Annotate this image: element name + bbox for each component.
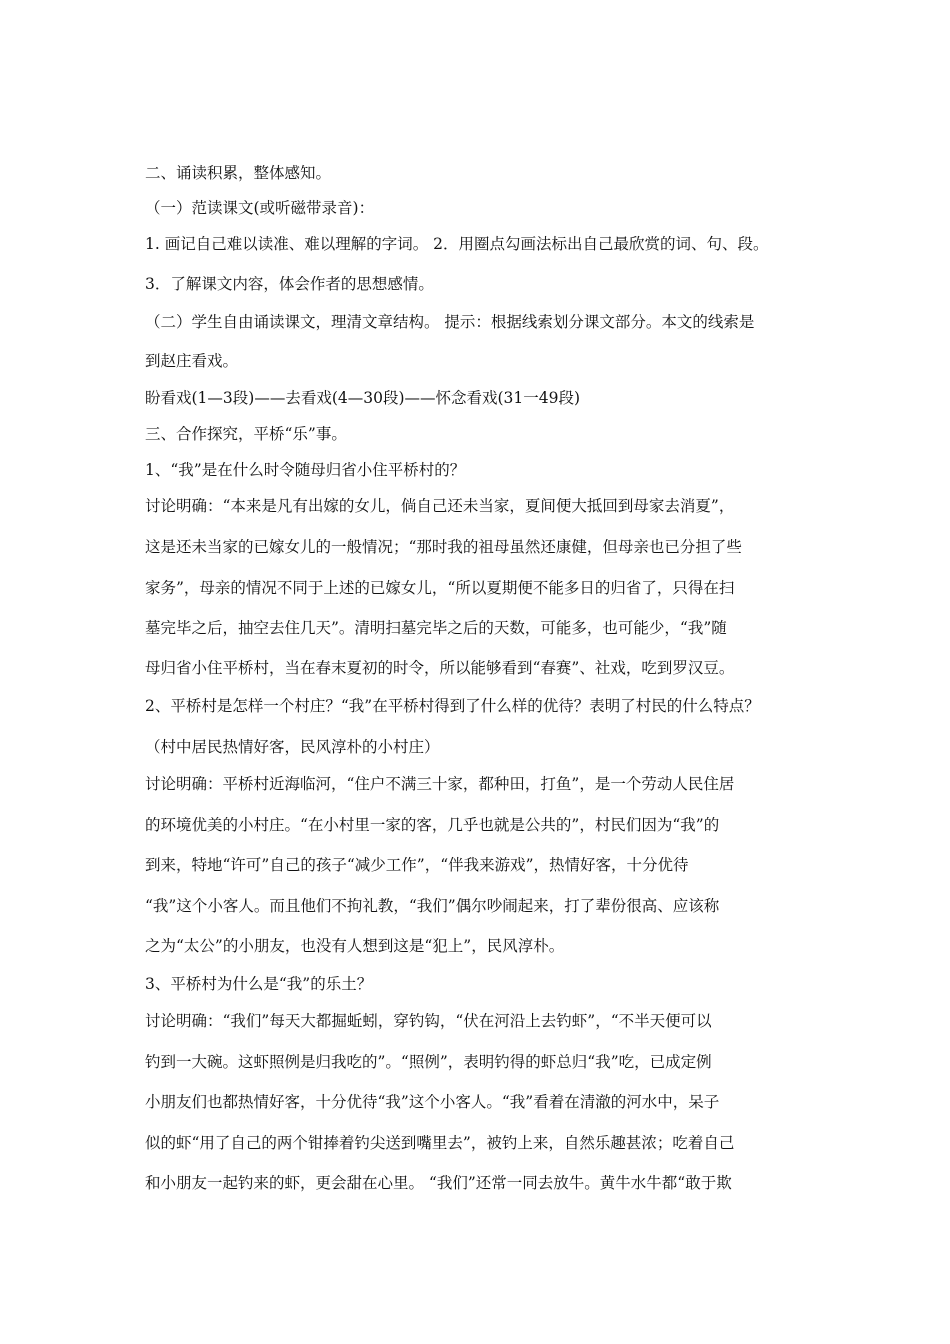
text-line: 到赵庄看戏。 bbox=[145, 352, 239, 370]
text-line: 母归省小住平桥村，当在春末夏初的时令，所以能够看到“春赛”、社戏，吃到罗汉豆。 bbox=[145, 659, 735, 677]
section-heading: 三、合作探究，平桥“乐”事。 bbox=[145, 425, 347, 443]
text-line: 3．了解课文内容，体会作者的思想感情。 bbox=[145, 275, 434, 293]
text-line: （村中居民热情好客，民风淳朴的小村庄） bbox=[145, 738, 440, 756]
text-line: 1. 画记自己难以读准、难以理解的字词。 2．用圈点勾画法标出自己最欣赏的词、句、段。 bbox=[145, 235, 769, 253]
text-line: 和小朋友一起钓来的虾，更会甜在心里。 “我们”还常一同去放牛。黄牛水牛都“敢于欺 bbox=[145, 1174, 732, 1192]
text-line: 这是还未当家的已嫁女儿的一般情况；“那时我的祖母虽然还康健，但母亲也已分担了些 bbox=[145, 538, 742, 556]
subsection-heading: （一）范读课文(或听磁带录音)： bbox=[145, 199, 375, 217]
text-line: 之为“太公”的小朋友，也没有人想到这是“犯上”，民风淳朴。 bbox=[145, 937, 565, 955]
text-line: 讨论明确：“本来是凡有出嫁的女儿，倘自己还未当家，夏间便大抵回到母家去消夏”， bbox=[145, 497, 735, 515]
text-line: 小朋友们也都热情好客，十分优待“我”这个小客人。“我”看着在清澈的河水中，呆子 bbox=[145, 1093, 720, 1111]
question-line: 2、平桥村是怎样一个村庄？“我”在平桥村得到了什么样的优待？表明了村民的什么特点？ bbox=[145, 697, 760, 715]
text-line: 讨论明确：“我们”每天大都掘蚯蚓，穿钓钩，“伏在河沿上去钓虾”，“不半天便可以 bbox=[145, 1012, 712, 1030]
text-line: 墓完毕之后，抽空去住几天”。清明扫墓完毕之后的天数，可能多，也可能少，“我”随 bbox=[145, 619, 727, 637]
text-line: “我”这个小客人。而且他们不拘礼教，“我们”偶尔吵闹起来，打了辈份很高、应该称 bbox=[145, 897, 720, 915]
text-line: 家务”，母亲的情况不同于上述的已嫁女儿，“所以夏期便不能多日的归省了，只得在扫 bbox=[145, 579, 735, 597]
text-line: 到来，特地“许可”自己的孩子“减少工作”，“伴我来游戏”，热情好客，十分优待 bbox=[145, 856, 689, 874]
question-line: 3、平桥村为什么是“我”的乐土？ bbox=[145, 975, 373, 993]
question-line: 1、“我”是在什么时令随母归省小住平桥村的？ bbox=[145, 461, 466, 479]
text-line: 似的虾“用了自己的两个钳捧着钓尖送到嘴里去”，被钓上来，自然乐趣甚浓；吃着自己 bbox=[145, 1134, 735, 1152]
text-line: 讨论明确：平桥村近海临河，“住户不满三十家，都种田，打鱼”，是一个劳动人民住居 bbox=[145, 775, 735, 793]
text-line: 钓到一大碗。这虾照例是归我吃的”。“照例”，表明钓得的虾总归“我”吃，已成定例 bbox=[145, 1053, 712, 1071]
text-line: 的环境优美的小村庄。“在小村里一家的客，几乎也就是公共的”，村民们因为“我”的 bbox=[145, 816, 720, 834]
subsection-heading: （二）学生自由诵读课文，理清文章结构。 提示：根据线索划分课文部分。本文的线索是 bbox=[145, 313, 755, 331]
section-heading: 二、诵读积累，整体感知。 bbox=[145, 164, 332, 182]
text-line: 盼看戏(1—3段)——去看戏(4—30段)——怀念看戏(31一49段) bbox=[145, 389, 581, 407]
